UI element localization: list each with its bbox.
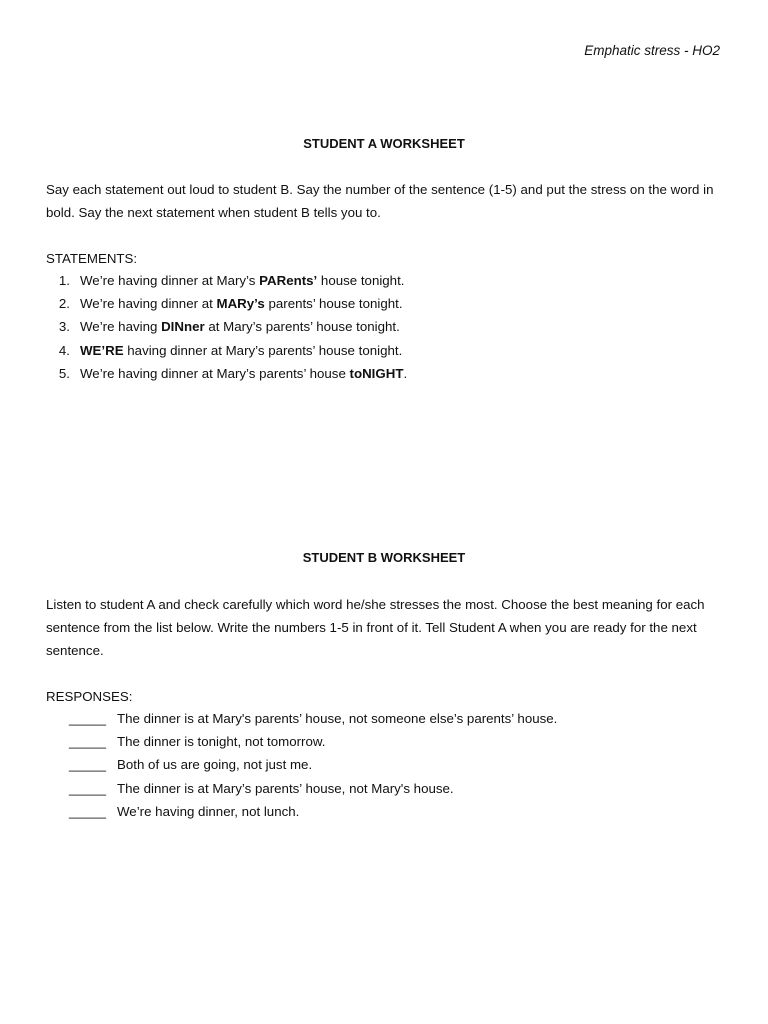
answer-blank: _____ xyxy=(69,734,106,750)
student-b-title: STUDENT B WORKSHEET xyxy=(302,550,466,565)
statement-number: 2. xyxy=(58,296,70,312)
response-item xyxy=(69,800,557,823)
answer-blank: _____ xyxy=(69,780,106,796)
response-text: The dinner is tonight, not tomorrow. xyxy=(117,734,326,750)
statement-stressed-word: toNIGHT xyxy=(349,365,404,381)
response-item xyxy=(69,753,557,776)
answer-blank: _____ xyxy=(69,757,106,773)
response-item xyxy=(69,707,557,730)
statement-stressed-word: WE’RE xyxy=(80,342,124,358)
statement-text-before: We’re having dinner at xyxy=(80,296,217,312)
statement-text-after: . xyxy=(403,365,408,381)
document-header-note: Emphatic stress - HO2 xyxy=(584,43,720,58)
statement-item xyxy=(46,339,407,362)
student-a-title: STUDENT A WORKSHEET xyxy=(303,136,465,151)
statement-stressed-word: DINner xyxy=(161,319,205,335)
response-text: The dinner is at Mary’s parents’ house, not Mary's house. xyxy=(117,780,454,796)
statement-text-before: We’re having dinner at Mary’s xyxy=(80,273,260,288)
response-item xyxy=(69,777,557,800)
statement-item xyxy=(46,292,407,315)
response-text: The dinner is at Mary's parents’ house, not someone else’s parents’ house. xyxy=(117,711,558,726)
statements-list xyxy=(46,269,407,385)
response-text: Both of us are going, not just me. xyxy=(117,757,313,773)
statement-item xyxy=(46,315,407,338)
statement-text-before: We’re having dinner at Mary’s parents’ house xyxy=(80,365,350,381)
statement-item xyxy=(46,269,407,292)
statement-text-after: at Mary’s parents’ house tonight. xyxy=(204,319,400,335)
student-a-instructions: Say each statement out loud to student B. Say the number of the sentence (1-5) and put the stress on the word in bold. Say the next statement when student B tells you to. xyxy=(46,182,714,220)
statement-text-after: parents’ house tonight. xyxy=(264,296,403,312)
statement-stressed-word: MARy’s xyxy=(216,296,265,312)
response-item xyxy=(69,730,557,753)
statement-text-after: having dinner at Mary’s parents’ house tonight. xyxy=(123,342,403,358)
responses-list xyxy=(69,707,557,823)
statement-number: 1. xyxy=(58,273,70,288)
statement-item xyxy=(46,362,407,385)
statements-label: STATEMENTS: xyxy=(46,251,138,266)
statement-number: 3. xyxy=(58,319,70,335)
statement-text-after: house tonight. xyxy=(317,273,405,288)
student-b-instructions: Listen to student A and check carefully which word he/she stresses the most. Choose the best meaning for each sentence from the list below. Write the numbers 1-5 in front of it. Tell Student A when you are ready for the next sentence. xyxy=(46,597,705,658)
statement-number: 4. xyxy=(58,342,70,358)
responses-label: RESPONSES: xyxy=(46,689,133,704)
answer-blank: _____ xyxy=(69,803,106,819)
statement-text-before: We’re having xyxy=(80,319,162,335)
statement-stressed-word: PARents’ xyxy=(259,273,318,288)
response-text: We’re having dinner, not lunch. xyxy=(117,803,300,819)
answer-blank: _____ xyxy=(69,711,106,726)
statement-number: 5. xyxy=(58,365,70,381)
